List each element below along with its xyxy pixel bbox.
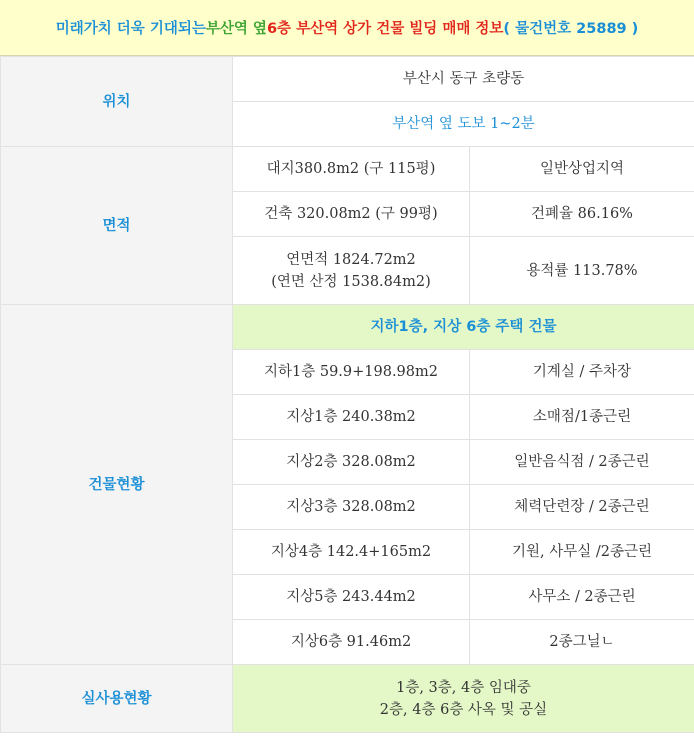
floor-area-cell: 지상4층 142.4+165m2	[233, 530, 470, 575]
coverage-ratio: 건폐율 86.16%	[470, 192, 694, 237]
total-floor-area-line1: 연면적 1824.72m2	[286, 251, 416, 268]
location-address: 부산시 동구 초량동	[233, 57, 694, 102]
floor-use-cell: 기원, 사무실 /2종근린	[470, 530, 694, 575]
area-label: 면적	[1, 147, 233, 305]
zoning: 일반상업지역	[470, 147, 694, 192]
floor-use-cell: 일반음식점 / 2종근린	[470, 440, 694, 485]
location-access: 부산역 옆 도보 1~2분	[233, 102, 694, 147]
floor-area-cell: 지상1층 240.38m2	[233, 395, 470, 440]
total-floor-area	[233, 237, 470, 305]
building-area: 건축 320.08m2 (구 99평)	[233, 192, 470, 237]
land-area: 대지380.8m2 (구 115평)	[233, 147, 470, 192]
title-location: 부산역 옆	[205, 21, 267, 37]
floor-use-cell: 소매점/1종근린	[470, 395, 694, 440]
floor-area-cell: 지상6층 91.46m2	[233, 620, 470, 665]
table-row	[1, 147, 694, 192]
building-summary: 지하1층, 지상 6층 주택 건물	[233, 305, 694, 350]
location-label: 위치	[1, 57, 233, 147]
table-row	[1, 665, 694, 733]
title-headline: 6층 부산역 상가 건물 빌딩 매매 정보	[266, 21, 504, 37]
floor-area-ratio: 용적률 113.78%	[470, 237, 694, 305]
floor-use-cell: 기계실 / 주차장	[470, 350, 694, 395]
actual-use-line2: 2층, 4층 6층 사옥 및 공실	[379, 701, 548, 718]
title-intro: 미래가치 더욱 기대되는	[55, 21, 206, 37]
page-title	[0, 0, 694, 56]
floor-use-cell: 2종그닐ㄴ	[470, 620, 694, 665]
listing-info-table	[0, 56, 694, 733]
actual-use-label: 실사용현황	[1, 665, 233, 733]
floor-area-cell: 지하1층 59.9+198.98m2	[233, 350, 470, 395]
table-row	[1, 57, 694, 102]
floor-use-cell: 사무소 / 2종근린	[470, 575, 694, 620]
actual-use-value	[233, 665, 694, 733]
floor-area-cell: 지상5층 243.44m2	[233, 575, 470, 620]
total-floor-area-line2: (연면 산정 1538.84m2)	[271, 273, 431, 290]
floor-area-cell: 지상2층 328.08m2	[233, 440, 470, 485]
floor-use-cell: 체력단련장 / 2종근린	[470, 485, 694, 530]
actual-use-line1: 1층, 3층, 4층 임대중	[396, 679, 531, 696]
table-row	[1, 305, 694, 350]
floor-area-cell: 지상3층 328.08m2	[233, 485, 470, 530]
title-listing-number: ( 물건번호 25889 )	[503, 21, 639, 37]
building-status-label: 건물현황	[1, 305, 233, 665]
